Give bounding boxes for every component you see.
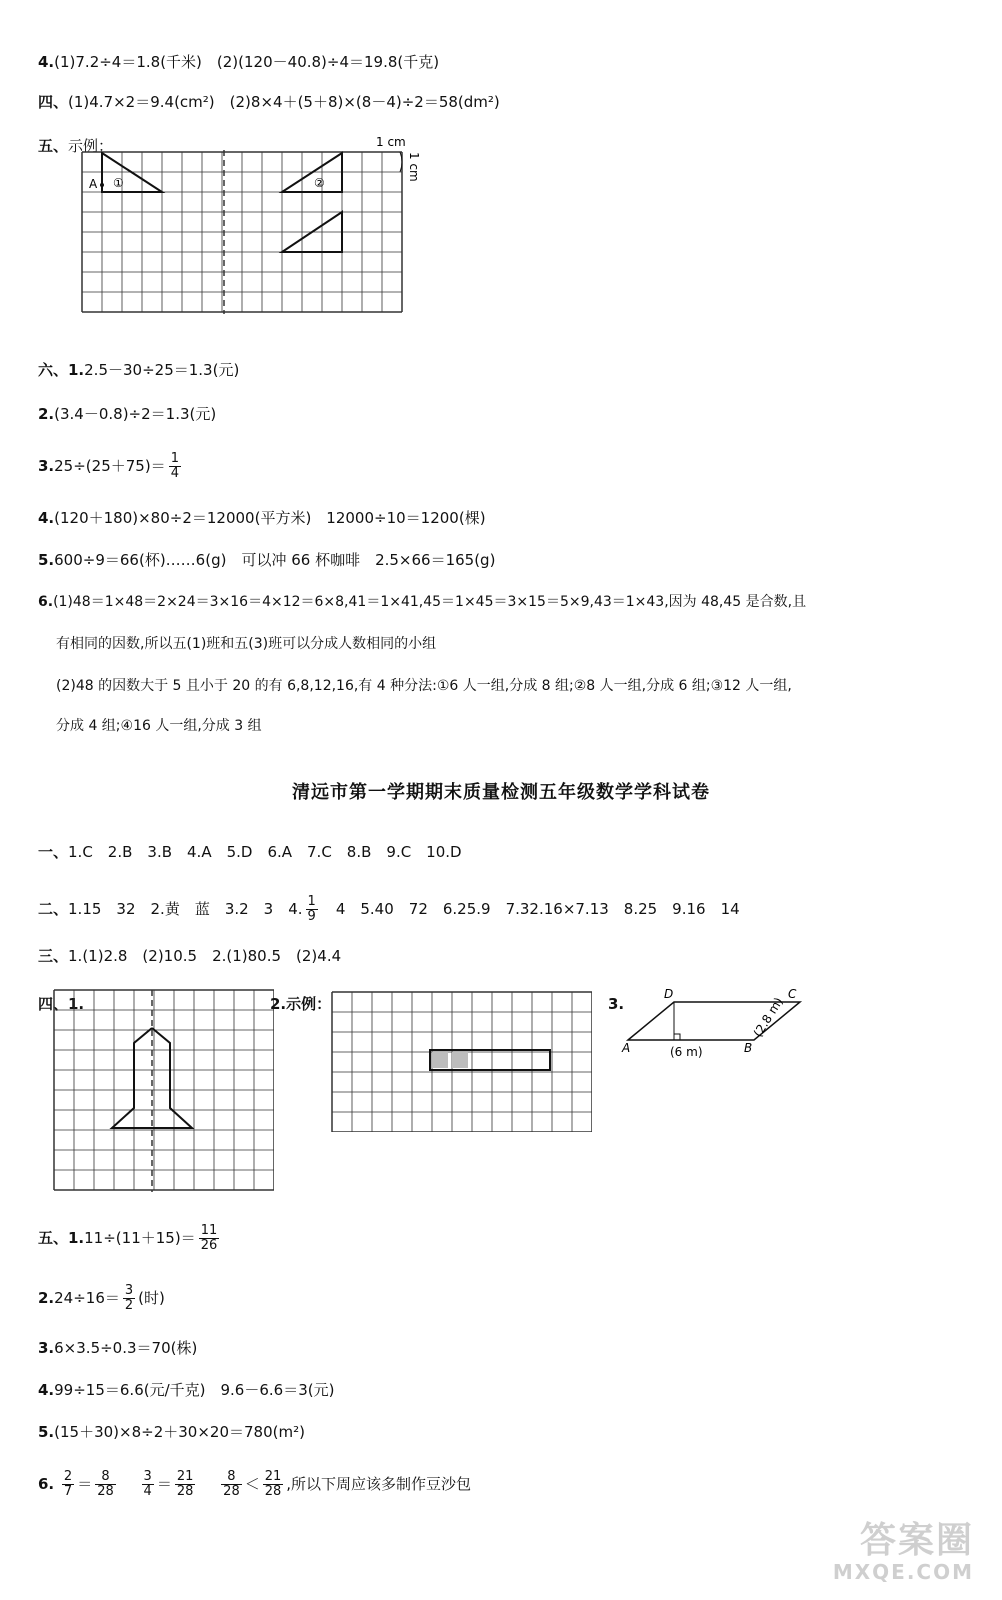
fraction-numerator: 1 xyxy=(170,451,179,466)
answer-line: 分成 4 组;④16 人一组,分成 3 组 xyxy=(56,718,262,734)
answer-line xyxy=(38,1284,165,1313)
parallelogram-figure xyxy=(618,984,818,1064)
section-number: 二、 xyxy=(38,900,69,918)
answer-line xyxy=(38,1380,334,1400)
grid-figure-reflection xyxy=(80,130,430,320)
fraction xyxy=(123,1284,135,1313)
unit-vertical-label: 1 cm xyxy=(407,152,421,182)
section-number: 一、 xyxy=(38,843,69,861)
equals-sign: ＝ xyxy=(156,1475,172,1493)
answer-line xyxy=(38,946,341,966)
fraction-denominator: 28 xyxy=(223,1484,240,1499)
triangle-2 xyxy=(282,153,342,192)
fraction-numerator: 3 xyxy=(124,1283,134,1298)
fraction xyxy=(263,1470,284,1499)
fraction-denominator: 26 xyxy=(200,1238,218,1253)
answer-text: 24÷16＝ xyxy=(54,1289,120,1307)
grid-lines xyxy=(82,152,402,312)
answer-text: 25÷(25＋75)＝ xyxy=(54,457,166,475)
side-length-label: (2.8 m) xyxy=(750,994,786,1040)
watermark-text: 答案圈 xyxy=(859,1520,974,1561)
fraction-numerator: 1 xyxy=(307,894,316,909)
answer-text: (1)4.7×2＝9.4(cm²) (2)8×4＋(5＋8)×(8－4)÷2＝58(dm²) xyxy=(68,93,500,111)
less-than-sign: ＜ xyxy=(244,1475,260,1493)
fraction xyxy=(221,1470,242,1499)
fraction-numerator: 21 xyxy=(264,1469,282,1484)
answer-text: ,所以下周应该多制作豆沙包 xyxy=(286,1475,472,1493)
fraction-numerator: 11 xyxy=(200,1223,218,1238)
shaded-square xyxy=(452,1052,468,1068)
grid-lines xyxy=(54,990,274,1190)
answer-text: 600÷9＝66(杯)……6(g) 可以冲 66 杯咖啡 2.5×66＝165(g) xyxy=(54,551,496,569)
answer-text: (15＋30)×8÷2＋30×20＝780(m²) xyxy=(54,1423,305,1441)
triangle-1 xyxy=(102,153,162,192)
shape-2-label: ② xyxy=(314,176,325,190)
watermark-url: MXQE.COM xyxy=(832,1560,974,1584)
fraction xyxy=(62,1470,74,1499)
answer-line: (2)48 的因数大于 5 且小于 20 的有 6,8,12,16,有 4 种分法:①6 人一组,分成 8 组;②8 人一组,分成 6 组;③12 人一组, xyxy=(56,678,792,694)
question-number: 3. xyxy=(38,1339,55,1357)
fraction-numerator: 21 xyxy=(176,1469,194,1484)
answer-line: 有相同的因数,所以五(1)班和五(3)班可以分成人数相同的小组 xyxy=(56,636,437,652)
vertex-c-label: C xyxy=(788,987,797,1001)
answer-text: (1)48＝1×48＝2×24＝3×16＝4×12＝6×8,41＝1×41,45＝1×45＝3×15＝5×9,43＝1×43,因为 48,45 是合数,且 xyxy=(53,594,807,610)
fraction xyxy=(95,1470,116,1499)
answer-line xyxy=(38,1338,197,1358)
answer-line xyxy=(38,1470,471,1499)
fraction-denominator: 28 xyxy=(176,1484,194,1499)
question-number: 2. xyxy=(38,1289,55,1307)
watermark-logo xyxy=(833,1522,974,1584)
answer-text: 1.C 2.B 3.B 4.A 5.D 6.A 7.C 8.B 9.C 10.D xyxy=(68,843,462,861)
shaded-square xyxy=(432,1052,448,1068)
question-label xyxy=(270,994,331,1014)
answer-line xyxy=(38,92,500,112)
answer-text: 1.15 32 2.黄 蓝 3.2 3 4. xyxy=(68,900,303,918)
shape-1-label: ① xyxy=(113,176,124,190)
q3-label-text: 3. xyxy=(608,995,625,1013)
vertex-d-label: D xyxy=(664,987,674,1001)
question-number: 5. xyxy=(38,551,55,569)
section-number: 六、1. xyxy=(38,361,85,379)
fraction xyxy=(199,1224,220,1253)
answer-line xyxy=(38,842,462,862)
answer-line xyxy=(38,452,184,481)
answer-line xyxy=(38,404,216,424)
question-number: 6. xyxy=(38,594,54,610)
answer-text: (3.4－0.8)÷2＝1.3(元) xyxy=(54,405,217,423)
section-number: 五、1. xyxy=(38,1229,85,1247)
question-number: 3. xyxy=(38,457,55,475)
question-number: 6. xyxy=(38,1475,55,1493)
vertex-a-label: A xyxy=(622,1041,631,1055)
question-number: 5. xyxy=(38,1423,55,1441)
point-a-dot xyxy=(100,183,104,187)
section-number: 三、 xyxy=(38,947,69,965)
fraction-numerator: 3 xyxy=(143,1469,152,1484)
answer-text: (120＋180)×80÷2＝12000(平方米) 12000÷10＝1200(棵) xyxy=(54,509,486,527)
fraction xyxy=(169,452,181,481)
section-number: 五、 xyxy=(38,137,69,155)
question-number: 4. xyxy=(38,1381,55,1399)
grid-figure-symmetric-shape xyxy=(52,988,274,1194)
answer-line xyxy=(38,1224,222,1253)
answer-unit: (时) xyxy=(138,1289,165,1307)
fraction-numerator: 2 xyxy=(63,1469,73,1484)
fraction-denominator: 28 xyxy=(97,1484,114,1499)
answer-text: 4 5.40 72 6.25.9 7.32.16×7.13 8.25 9.16 14 xyxy=(335,900,740,918)
fraction-denominator: 7 xyxy=(63,1484,73,1499)
answer-text: 示例： xyxy=(68,137,114,155)
base-length-label: (6 m) xyxy=(670,1045,703,1059)
fraction-numerator: 8 xyxy=(95,1470,116,1485)
right-angle-mark xyxy=(674,1034,680,1040)
answer-text: (1)7.2÷4＝1.8(千米) (2)(120－40.8)÷4＝19.8(千克) xyxy=(54,53,440,71)
answer-line xyxy=(38,360,239,380)
section-number: 四、1. xyxy=(38,995,85,1013)
question-number: 4. xyxy=(38,53,55,71)
equals-sign: ＝ xyxy=(77,1475,93,1493)
answer-line xyxy=(38,508,486,528)
fraction-denominator: 2 xyxy=(124,1298,134,1313)
fraction-numerator: 8 xyxy=(221,1470,242,1485)
answer-line xyxy=(38,1422,305,1442)
unit-horizontal-label: 1 cm xyxy=(376,135,406,149)
fraction xyxy=(142,1470,154,1499)
answer-text: 99÷15＝6.6(元/千克) 9.6－6.6＝3(元) xyxy=(54,1381,335,1399)
answer-text: 6×3.5÷0.3＝70(株) xyxy=(54,1339,198,1357)
answer-text: 2.5－30÷25＝1.3(元) xyxy=(84,361,240,379)
vertex-b-label: B xyxy=(744,1041,753,1055)
question-number: 4. xyxy=(38,509,55,527)
exam-title: 清远市第一学期期末质量检测五年级数学学科试卷 xyxy=(292,782,710,803)
q2-label-text: 2.示例： xyxy=(270,995,332,1013)
fraction-denominator: 4 xyxy=(170,466,179,481)
fraction xyxy=(175,1470,196,1499)
answer-line xyxy=(38,895,740,924)
answer-line xyxy=(38,550,495,570)
question-number: 2. xyxy=(38,405,55,423)
grid-figure-example xyxy=(330,990,592,1132)
section-number: 四、 xyxy=(38,93,69,111)
answer-text: 11÷(11＋15)＝ xyxy=(84,1229,196,1247)
answer-line xyxy=(38,592,806,612)
fraction-denominator: 28 xyxy=(264,1484,282,1499)
answer-line xyxy=(38,52,439,72)
fraction xyxy=(306,895,318,924)
answer-text: 1.(1)2.8 (2)10.5 2.(1)80.5 (2)4.4 xyxy=(68,947,342,965)
fraction-denominator: 9 xyxy=(307,909,316,924)
fraction-denominator: 4 xyxy=(143,1484,152,1499)
point-a-label: A xyxy=(89,177,98,191)
